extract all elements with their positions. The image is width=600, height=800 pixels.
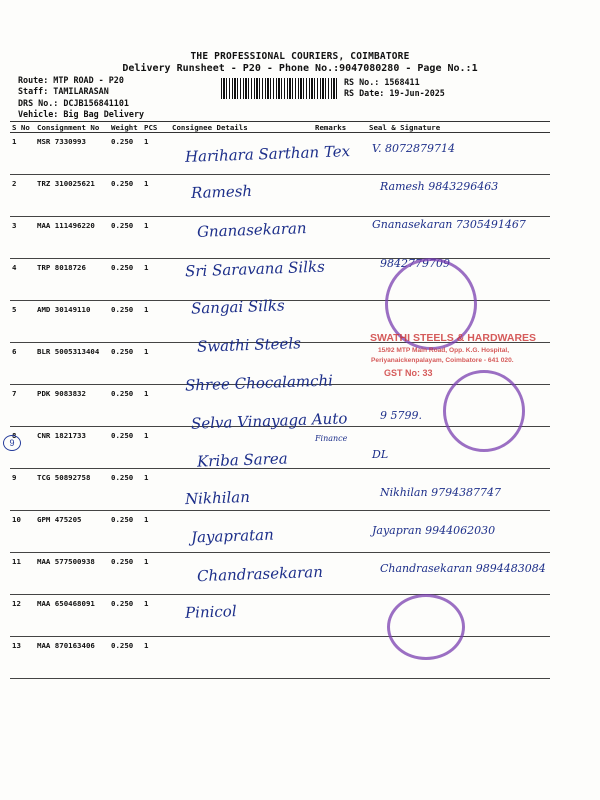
cell-consignment-no: CNR 1821733 xyxy=(35,427,109,469)
cell-remarks xyxy=(313,469,367,511)
cell-consignment-no: MAA 111496220 xyxy=(35,217,109,259)
cell-consignment-no: TCG 50892758 xyxy=(35,469,109,511)
cell-weight: 0.250 xyxy=(109,343,142,385)
cell-sno: 13 xyxy=(10,637,35,679)
cell-weight: 0.250 xyxy=(109,385,142,427)
barcode xyxy=(221,78,337,99)
cell-pcs: 1 xyxy=(142,553,170,595)
cell-consignment-no: BLR 5005313404 xyxy=(35,343,109,385)
table-header-row xyxy=(10,122,550,133)
handwritten-consignee: Pinicol xyxy=(184,602,237,623)
document-subtitle: Delivery Runsheet - P20 - Phone No.:9047080280 - Page No.:1 xyxy=(122,63,478,74)
document-title: THE PROFESSIONAL COURIERS, COIMBATORE xyxy=(190,51,410,62)
round-seal-stamp-2 xyxy=(443,370,525,452)
cell-pcs: 1 xyxy=(142,343,170,385)
cell-weight: 0.250 xyxy=(109,595,142,637)
cell-pcs: 1 xyxy=(142,175,170,217)
handwritten-consignee: Harihara Sarthan Tex xyxy=(184,142,351,166)
cell-weight: 0.250 xyxy=(109,133,142,175)
cell-pcs: 1 xyxy=(142,595,170,637)
cell-pcs: 1 xyxy=(142,133,170,175)
col-header-weight: Weight xyxy=(109,122,142,133)
row-circle-mark: 9 xyxy=(3,435,21,451)
cell-remarks xyxy=(313,175,367,217)
cell-remarks xyxy=(313,217,367,259)
cell-consignment-no: MSR 7330993 xyxy=(35,133,109,175)
route-field: Route: MTP ROAD - P20 xyxy=(18,75,124,85)
cell-weight: 0.250 xyxy=(109,175,142,217)
cell-pcs: 1 xyxy=(142,385,170,427)
table-row xyxy=(10,637,550,679)
cell-pcs: 1 xyxy=(142,301,170,343)
cell-pcs: 1 xyxy=(142,217,170,259)
handwritten-signature: Ramesh 9843296463 xyxy=(380,180,499,194)
col-header-consignment: Consignment No xyxy=(35,122,109,133)
finance-note: Finance xyxy=(315,434,348,443)
handwritten-signature: DL xyxy=(372,447,389,461)
col-header-remarks: Remarks xyxy=(313,122,367,133)
cell-consignment-no: TRP 8018726 xyxy=(35,259,109,301)
table-row xyxy=(10,595,550,637)
col-header-signature: Seal & Signature xyxy=(367,122,550,133)
cell-sno: 1 xyxy=(10,133,35,175)
cell-consignee xyxy=(170,637,313,679)
cell-sno: 9 xyxy=(10,469,35,511)
round-seal-stamp-3 xyxy=(387,594,465,660)
handwritten-consignee: Chandrasekaran xyxy=(196,562,324,586)
cell-remarks xyxy=(313,595,367,637)
swathi-stamp-city: Periyanaickenpalayam, Coimbatore - 641 020. xyxy=(371,357,514,364)
cell-sno: 2 xyxy=(10,175,35,217)
cell-sno: 8 xyxy=(10,427,35,469)
cell-sno: 11 xyxy=(10,553,35,595)
cell-pcs: 1 xyxy=(142,511,170,553)
handwritten-signature: Chandrasekaran 9894483084 xyxy=(380,562,546,576)
handwritten-consignee: Gnanasekaran xyxy=(196,219,307,242)
handwritten-signature: V. 8072879714 xyxy=(372,142,455,155)
cell-pcs: 1 xyxy=(142,259,170,301)
cell-remarks xyxy=(313,511,367,553)
cell-sno: 7 xyxy=(10,385,35,427)
swathi-stamp-address: 15/92 MTP Main Road, Opp. K.G. Hospital, xyxy=(378,347,510,354)
cell-weight: 0.250 xyxy=(109,427,142,469)
cell-weight: 0.250 xyxy=(109,259,142,301)
cell-sno: 12 xyxy=(10,595,35,637)
col-header-pcs: PCS xyxy=(142,122,170,133)
cell-pcs: 1 xyxy=(142,427,170,469)
swathi-stamp-gst: GST No: 33 xyxy=(384,368,433,378)
cell-pcs: 1 xyxy=(142,469,170,511)
handwritten-signature: 9 5799. xyxy=(380,409,422,423)
cell-remarks xyxy=(313,427,367,469)
handwritten-consignee: Nikhilan xyxy=(184,487,251,508)
cell-consignment-no: MAA 870163406 xyxy=(35,637,109,679)
handwritten-consignee: Shree Chocalamchi xyxy=(184,371,334,395)
handwritten-signature: Jayapran 9944062030 xyxy=(372,524,496,537)
cell-weight: 0.250 xyxy=(109,553,142,595)
cell-sno: 3 xyxy=(10,217,35,259)
cell-sno: 6 xyxy=(10,343,35,385)
handwritten-consignee: Selva Vinayaga Auto xyxy=(190,409,348,434)
swathi-stamp-name: SWATHI STEELS & HARDWARES xyxy=(370,332,537,344)
handwritten-consignee: Kriba Sarea xyxy=(196,449,288,471)
cell-remarks xyxy=(313,301,367,343)
cell-consignment-no: MAA 650468091 xyxy=(35,595,109,637)
cell-consignment-no: PDK 9083832 xyxy=(35,385,109,427)
handwritten-signature: Gnanasekaran 7305491467 xyxy=(372,218,526,232)
handwritten-signature: 9842779709 xyxy=(380,256,450,270)
cell-weight: 0.250 xyxy=(109,637,142,679)
drs-number-field: DRS No.: DCJB156841101 xyxy=(18,98,129,108)
cell-weight: 0.250 xyxy=(109,217,142,259)
cell-consignment-no: AMD 30149110 xyxy=(35,301,109,343)
cell-weight: 0.250 xyxy=(109,301,142,343)
handwritten-consignee: Swathi Steels xyxy=(196,334,302,356)
col-header-sno: S No xyxy=(10,122,35,133)
cell-sno: 10 xyxy=(10,511,35,553)
handwritten-consignee: Ramesh xyxy=(190,182,253,203)
handwritten-consignee: Sri Saravana Silks xyxy=(184,257,326,281)
handwritten-consignee: Sangai Silks xyxy=(190,296,285,318)
cell-weight: 0.250 xyxy=(109,511,142,553)
cell-sno: 5 xyxy=(10,301,35,343)
handwritten-signature: Nikhilan 9794387747 xyxy=(380,485,502,499)
cell-sno: 4 xyxy=(10,259,35,301)
rs-number-field: RS No.: 1568411 xyxy=(344,77,420,87)
col-header-consignee: Consignee Details xyxy=(170,122,313,133)
staff-field: Staff: TAMILARASAN xyxy=(18,86,109,96)
cell-pcs: 1 xyxy=(142,637,170,679)
cell-weight: 0.250 xyxy=(109,469,142,511)
vehicle-field: Vehicle: Big Bag Delivery xyxy=(18,109,145,119)
cell-consignment-no: GPM 475205 xyxy=(35,511,109,553)
handwritten-consignee: Jayapratan xyxy=(190,525,275,547)
cell-consignment-no: MAA 577500938 xyxy=(35,553,109,595)
cell-remarks xyxy=(313,637,367,679)
rs-date-field: RS Date: 19-Jun-2025 xyxy=(344,88,445,98)
cell-consignment-no: TRZ 310025621 xyxy=(35,175,109,217)
